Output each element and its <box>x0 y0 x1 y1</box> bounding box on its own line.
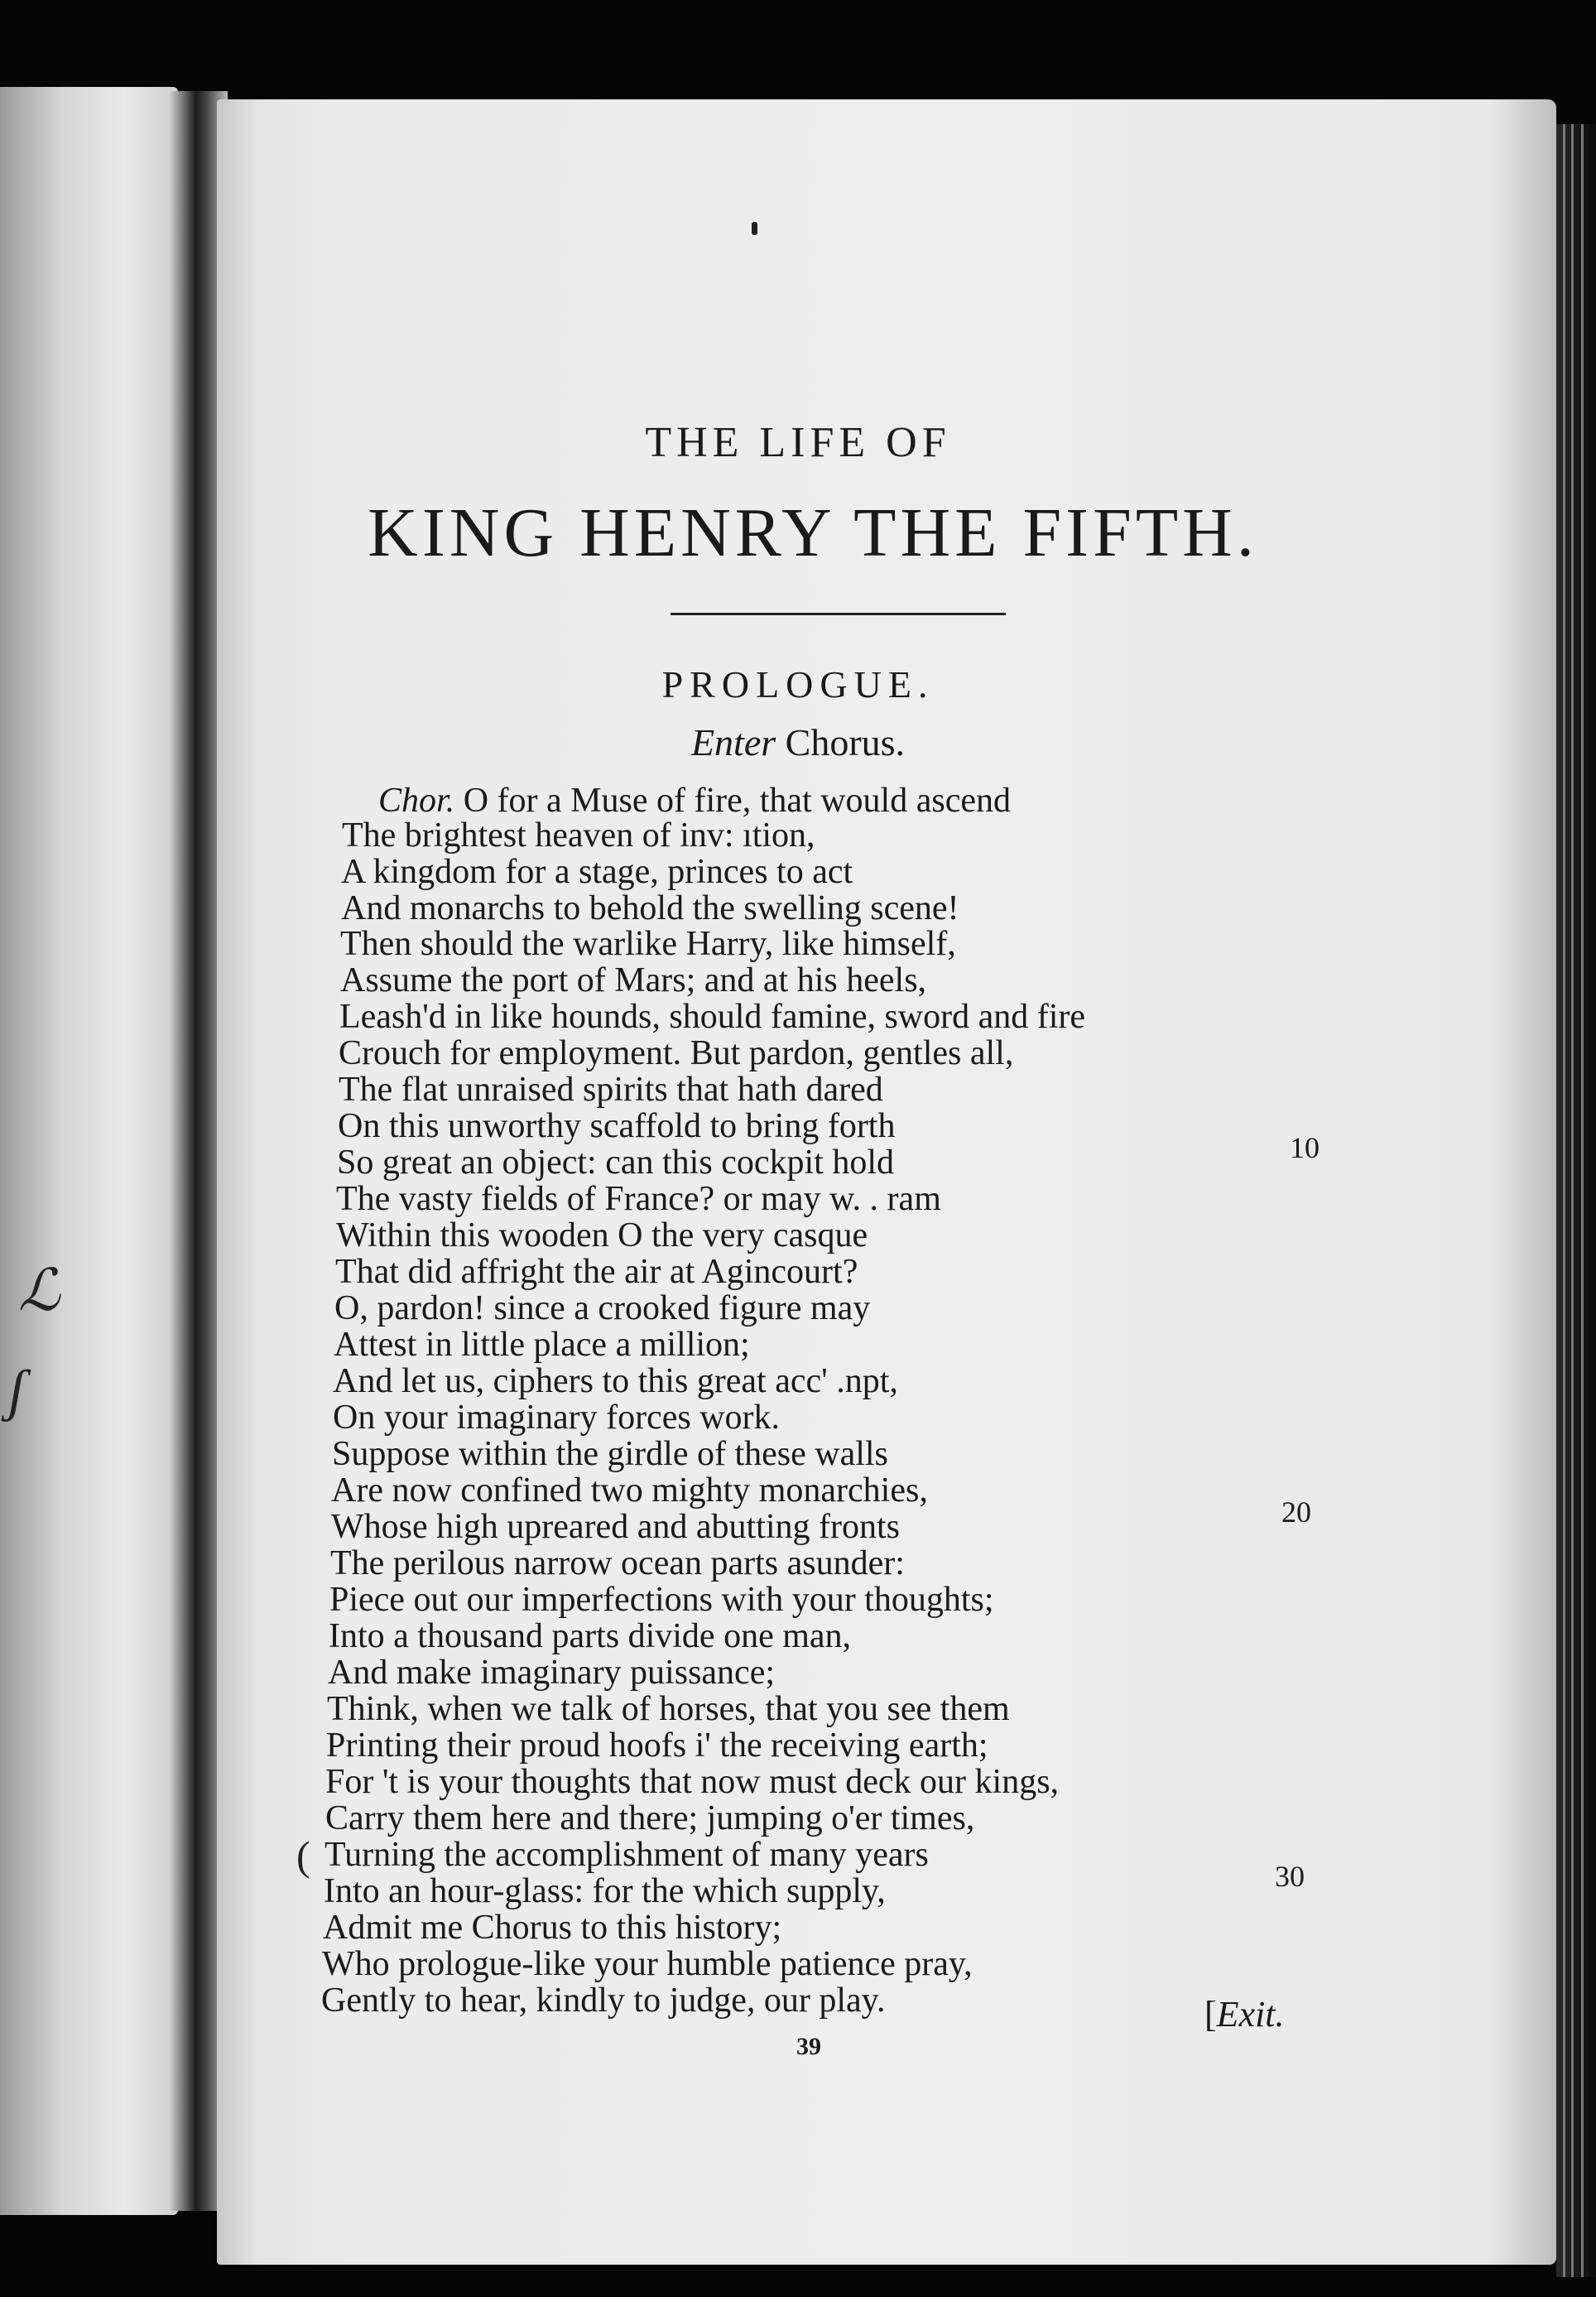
handwritten-mark: ℒ <box>18 1259 60 1323</box>
line-number: 30 <box>1275 1860 1305 1893</box>
verse-line: Think, when we talk of horses, that you see them <box>327 1690 1010 1728</box>
verse-line: For 't is your thoughts that now must deck our kings, <box>325 1763 1060 1801</box>
verse-line: So great an object: can this cockpit hold <box>337 1144 894 1182</box>
verse-line: Piece out our imperfections with your thoughts; <box>329 1581 994 1619</box>
handwritten-mark: ʃ <box>8 1359 26 1423</box>
ink-speck <box>752 222 757 235</box>
exit-bracket: [ <box>1204 1994 1217 2035</box>
verse-line: That did affright the air at Agincourt? <box>335 1253 858 1291</box>
verse-line: Carry them here and there; jumping o'er times, <box>325 1799 975 1837</box>
stage-direction <box>0 720 1596 764</box>
pre-title: THE LIFE OF <box>645 419 951 466</box>
line-number: 20 <box>1281 1495 1311 1529</box>
verse-line: Who prologue-like your humble patience pray, <box>322 1945 973 1983</box>
verse-line: Into a thousand parts divide one man, <box>329 1617 852 1655</box>
verse-line: The perilous narrow ocean parts asunder: <box>330 1544 905 1582</box>
verse-line: On this unworthy scaffold to bring forth <box>338 1107 896 1145</box>
verse-line: Within this wooden O the very casque <box>336 1216 868 1254</box>
exit-direction <box>1204 1993 1285 2035</box>
line-number: 10 <box>1290 1131 1320 1164</box>
verse-line: A kingdom for a stage, princes to act <box>341 853 853 891</box>
verse-line <box>378 783 1011 819</box>
section-heading: PROLOGUE. <box>661 663 935 705</box>
verse-line: Admit me Chorus to this history; <box>323 1909 782 1947</box>
verse-line: Whose high upreared and abutting fronts <box>331 1508 900 1546</box>
verse-line: Then should the warlike Harry, like himself, <box>340 925 956 963</box>
verse-line: Turning the accomplishment of many years <box>324 1836 929 1874</box>
stage-direction-verb: Enter <box>690 721 776 763</box>
verse-line: Gently to hear, kindly to judge, our play. <box>321 1982 886 2020</box>
speaker-name: Chor. <box>378 782 455 820</box>
verse-line: And make imaginary puissance; <box>328 1654 776 1692</box>
verse-line: O, pardon! since a crooked figure may <box>334 1289 871 1327</box>
verse-line: On your imaginary forces work. <box>333 1399 781 1437</box>
verse-line: Into an hour-glass: for the which supply, <box>324 1872 886 1910</box>
verse-line: The brightest heaven of inv: ıtion, <box>342 816 815 855</box>
verse-line-text: O for a Muse of fire, that would ascend <box>463 782 1011 820</box>
verse-line: The flat unraised spirits that hath dared <box>339 1071 883 1109</box>
verse-line: The vasty fields of France? or may w. . ram <box>336 1180 941 1218</box>
margin-bracket-mark: ( <box>296 1832 310 1879</box>
verse-line: Assume the port of Mars; and at his heels, <box>340 961 927 999</box>
verse-line: Attest in little place a million; <box>334 1326 750 1364</box>
verse-line: And let us, ciphers to this great acc' .npt, <box>333 1362 898 1400</box>
verse-line: And monarchs to behold the swelling scene! <box>341 889 959 927</box>
page-number: 39 <box>796 2033 821 2060</box>
title-rule <box>671 613 1006 615</box>
verse-line: Are now confined two mighty monarchies, <box>331 1471 928 1510</box>
stage-direction-character: Chorus. <box>785 721 906 763</box>
verse-block <box>0 783 1596 2041</box>
exit-text: Exit. <box>1216 1994 1285 2035</box>
verse-line: Leash'd in like hounds, should famine, sword and fire <box>339 998 1086 1036</box>
page-title: KING HENRY THE FIFTH. <box>368 494 1258 571</box>
verse-line: Printing their proud hoofs i' the receiving earth; <box>326 1726 988 1765</box>
verse-line: Suppose within the girdle of these walls <box>332 1435 888 1473</box>
verse-line: Crouch for employment. But pardon, gentles all, <box>339 1034 1014 1072</box>
